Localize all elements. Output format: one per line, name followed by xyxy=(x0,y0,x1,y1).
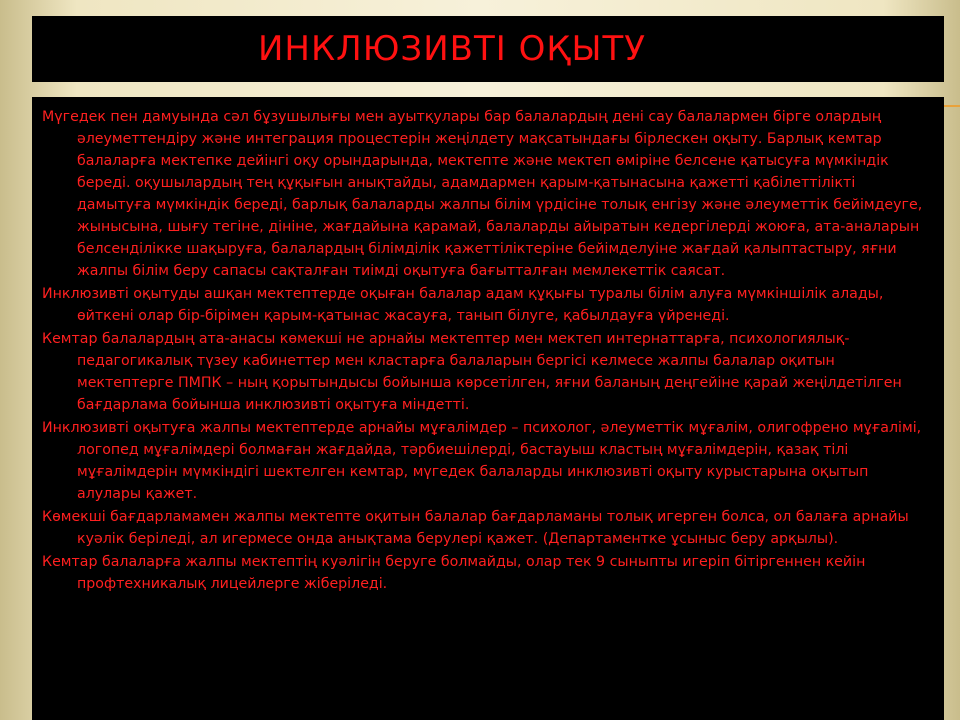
paragraph-program: Көмекші бағдарламамен жалпы мектепте оқитын балалар бағдарламаны толық игерген болса, ол балаға арнайы куәлік беріледі, ал игермесе онда анықтама берулері қажет. (Департаментке ұсыныс беру арқылы). xyxy=(42,509,909,547)
paragraph-schools: Инклюзивті оқытуды ашқан мектептерде оқыған балалар адам құқығы туралы білім алуға мүмкіншілік алады, өйткені олар бір-бірімен қарым-қатынас жасауға, танып білуге, қабылдауға үйренеді. xyxy=(42,286,884,324)
title-bar xyxy=(32,16,944,82)
slide-title: ИНКЛЮЗИВТІ ОҚЫТУ xyxy=(258,29,646,69)
accent-line xyxy=(944,105,960,107)
paragraph-teachers: Инклюзивті оқытуға жалпы мектептерде арнайы мұғалімдер – психолог, әлеуметтік мұғалім, олигофрено мұғалімі, логопед мұғалімдері болмаған жағдайда, тәрбиешілерді, бастауыш кластың мұғалімдерін, қазақ тілі мұғалімдерін мүмкіндігі шектелген кемтар, мүгедек балаларды инклюзивті оқыту курыстарына оқытып алулары қажет. xyxy=(42,420,922,502)
content-panel xyxy=(32,97,944,720)
paragraph-parents: Кемтар балалардың ата-анасы көмекші не арнайы мектептер мен мектеп интернаттарға, психологиялық-педагогикалық түзеу кабинеттер мен кластарға балаларын бергісі келмесе жалпы балалар оқитын мектептерге ПМПК – ның қорытындысы бойынша көрсетілген, яғни баланың деңгейіне қарай жеңілдетілген бағдарлама бойынша инклюзивті оқытуға міндетті. xyxy=(42,331,902,413)
paragraph-certificate: Кемтар балаларға жалпы мектептің куәлігін беруге болмайды, олар тек 9 сыныпты игеріп бітіргеннен кейін профтехникалық лицейлерге жіберіледі. xyxy=(42,554,866,592)
paragraph-definition: Мүгедек пен дамуында сәл бұзушылығы мен ауытқулары бар балалардың дені сау балалармен бірге олардың әлеуметтендіру және интеграция процестерін жеңілдету мақсатындағы бірлескен оқыту. Барлық кемтар балаларға мектепке дейінгі оқу орындарында, мектепте және мектеп өміріне белсене қатысуға мүмкіндік береді. оқушылардың тең құқығын анықтайды, адамдармен қарым-қатынасына қажетті қабілеттілікті дамытуға мүмкіндік береді, барлық балаларды жалпы білім үрдісіне толық енгізу және әлеуметтік бейімдеуге, жынысына, шығу тегіне, дініне, жағдайына қарамай, балаларды айыратын кедергілерді жоюға, ата-аналарын белсенділікке шақыруға, балалардың білімділік қажеттіліктеріне бейімделуіне жағдай қалыптастыру, яғни жалпы білім беру сапасы сақталған тиімді оқытуға бағытталған мемлекеттік саясат. xyxy=(42,109,923,279)
